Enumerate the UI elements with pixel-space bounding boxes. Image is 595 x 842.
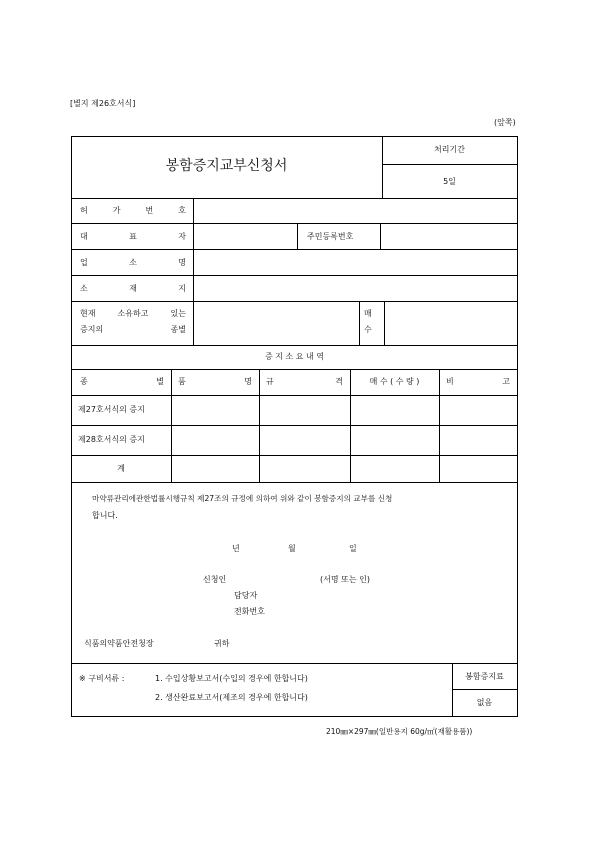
attachment-item-2: 2. 생산완료보고서(제조의 경우에 한합니다) — [155, 693, 308, 702]
signature-label: (서명 또는 인) — [320, 575, 370, 584]
row1-remarks-cell[interactable] — [440, 396, 517, 425]
total-item-cell[interactable] — [172, 456, 259, 482]
resident-number-label: 주민등록번호 — [307, 232, 354, 241]
attachments-heading: ※ 구비서류 : — [79, 674, 125, 683]
attachment-item-1: 1. 수입상황보고서(수입의 경우에 한합니다) — [155, 674, 308, 683]
row2-item-cell[interactable] — [172, 426, 259, 455]
resident-number-field[interactable] — [381, 224, 517, 249]
declaration-line1: 마약류관리에관한법률시행규칙 제27조의 규정에 의하여 위와 같이 봉함증지의 교부를 신청 — [92, 494, 393, 503]
section-title: 증 지 소 요 내 역 — [264, 352, 325, 361]
phone-label: 전화번호 — [234, 607, 265, 616]
held-stamps-label-line1: 현재 소유하고 있는 — [80, 309, 186, 318]
date-day-label: 일 — [349, 544, 357, 553]
header-quantity: 매 수 ( 수 량 ) — [369, 377, 420, 386]
declaration-line2: 합니다. — [92, 511, 118, 520]
honorific-label: 귀하 — [214, 639, 230, 648]
permit-number-label: 허 가 번 호 — [80, 206, 186, 215]
header-type: 종 별 — [80, 377, 164, 386]
total-remarks-cell[interactable] — [440, 456, 517, 482]
row1-quantity-cell[interactable] — [351, 396, 439, 425]
applicant-label: 신청인 — [203, 575, 227, 584]
fee-label: 봉함증지료 — [465, 672, 504, 681]
fee-value: 없음 — [476, 698, 493, 707]
held-stamps-label-line2: 증지의 종별 — [80, 325, 186, 334]
header-item: 품 명 — [178, 377, 252, 386]
recipient-label: 식품의약품안전청장 — [84, 639, 154, 648]
row1-spec-cell[interactable] — [260, 396, 350, 425]
header-spec: 규 격 — [266, 377, 343, 386]
business-name-label: 업 소 명 — [80, 258, 186, 267]
applicant-field[interactable] — [234, 572, 316, 586]
representative-label: 대 표 자 — [80, 232, 186, 241]
location-field[interactable] — [194, 276, 517, 301]
total-quantity-cell[interactable] — [351, 456, 439, 482]
form-title: 봉함증지교부신청서 — [165, 158, 288, 174]
header-remarks: 비 고 — [446, 377, 510, 386]
paper-spec-footer: 210㎜×297㎜(일반용지 60g/㎡(재활용품)) — [326, 727, 473, 736]
total-spec-cell[interactable] — [260, 456, 350, 482]
held-stamps-type-field[interactable] — [194, 302, 359, 345]
row-label-form27: 제27호서식의 증지 — [78, 405, 145, 414]
row-label-total: 계 — [117, 464, 125, 473]
held-stamps-count-field[interactable] — [385, 302, 517, 345]
row2-remarks-cell[interactable] — [440, 426, 517, 455]
row-label-form28: 제28호서식의 증지 — [78, 435, 145, 444]
date-month-label: 월 — [288, 544, 296, 553]
page-side-label: (앞쪽) — [494, 118, 516, 127]
processing-period-value: 5일 — [443, 177, 456, 186]
form-number: [별지 제26호서식] — [70, 99, 136, 108]
location-label: 소 재 지 — [80, 284, 186, 293]
count-label-bottom: 수 — [364, 325, 372, 334]
manager-label: 담당자 — [234, 591, 258, 600]
row2-spec-cell[interactable] — [260, 426, 350, 455]
row2-quantity-cell[interactable] — [351, 426, 439, 455]
business-name-field[interactable] — [194, 250, 517, 275]
representative-field[interactable] — [194, 224, 297, 249]
permit-number-field[interactable] — [194, 199, 517, 223]
row1-item-cell[interactable] — [172, 396, 259, 425]
date-year-label: 년 — [232, 544, 240, 553]
count-label-top: 매 — [364, 309, 372, 318]
processing-period-label: 처리기간 — [434, 145, 465, 154]
